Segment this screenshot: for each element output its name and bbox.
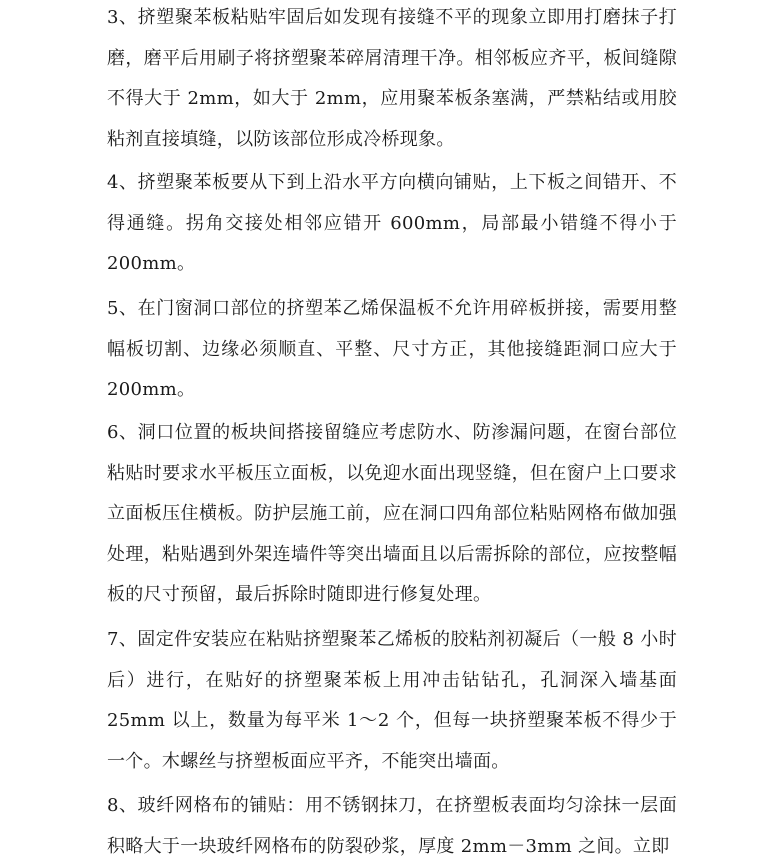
paragraph-item-7: 7、固定件安装应在粘贴挤塑聚苯乙烯板的胶粘剂初凝后（一般 8 小时后）进行，在贴好的挤塑聚苯板上用冲击钻钻孔，孔洞深入墙基面 25mm 以上，数量为每平米 1～2 个，但每一块挤塑聚苯板不得少于一个。木螺丝与挤塑板面应平齐，不能突出墙面。 — [107, 629, 677, 772]
paragraph-item-5: 5、在门窗洞口部位的挤塑苯乙烯保温板不允许用碎板拼接，需要用整幅板切割、边缘必须顺直、平整、尺寸方正，其他接缝距洞口应大于 200mm。 — [107, 298, 677, 401]
paragraph-item-3: 3、挤塑聚苯板粘贴牢固后如发现有接缝不平的现象立即用打磨抹子打磨，磨平后用刷子将挤塑聚苯碎屑清理干净。相邻板应齐平，板间缝隙不得大于 2mm，如大于 2mm，应用聚苯板条塞满，严禁粘结或用胶粘剂直接填缝，以防该部位形成冷桥现象。 — [107, 7, 677, 150]
paragraph-item-8: 8、玻纤网格布的铺贴：用不锈钢抹刀，在挤塑板表面均匀涂抹一层面积略大于一块玻纤网格布的防裂砂浆，厚度 2mm－3mm 之间。立即 — [107, 795, 677, 857]
paragraph-item-4: 4、挤塑聚苯板要从下到上沿水平方向横向铺贴，上下板之间错开、不得通缝。拐角交接处相邻应错开 600mm，局部最小错缝不得小于 200mm。 — [107, 172, 677, 275]
paragraph-item-6: 6、洞口位置的板块间搭接留缝应考虑防水、防渗漏问题，在窗台部位粘贴时要求水平板压立面板，以免迎水面出现竖缝，但在窗户上口要求立面板压住横板。防护层施工前，应在洞口四角部位粘贴网格布做加强处理，粘贴遇到外架连墙件等突出墙面且以后需拆除的部位，应按整幅板的尺寸预留，最后拆除时随即进行修复处理。 — [107, 422, 677, 606]
